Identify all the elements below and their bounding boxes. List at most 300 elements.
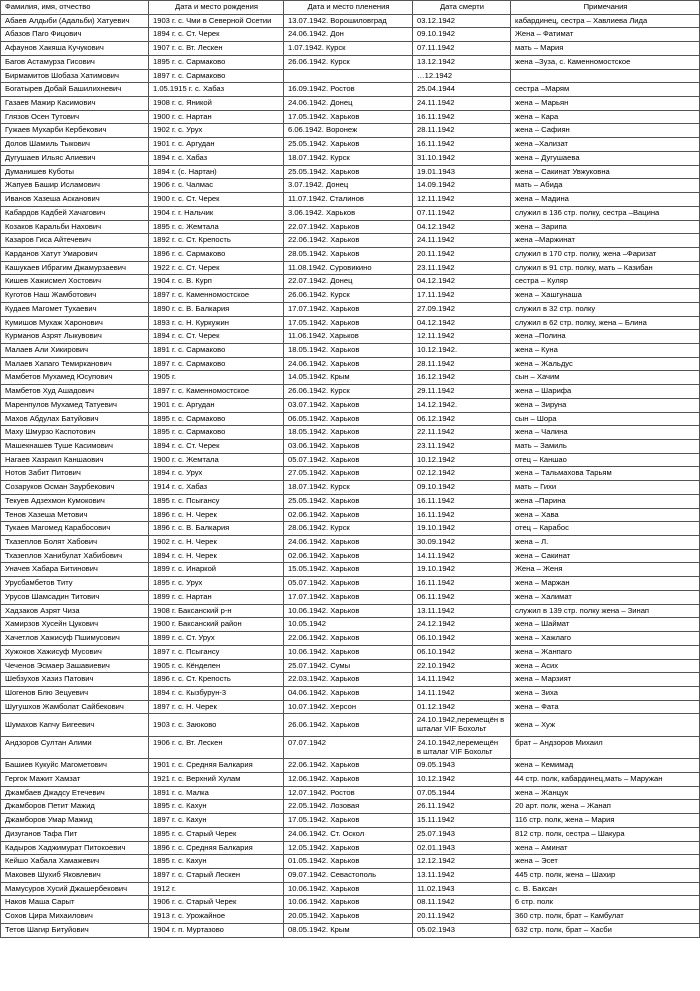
cell-birth: 1897 г. с. Каменномостское	[149, 289, 284, 303]
cell-death: 24.10.1942,перемещён в шталаг VIF Бохольт	[413, 736, 511, 758]
cell-death: 24.11.1942	[413, 97, 511, 111]
cell-notes: жена – Хажлаго	[511, 632, 700, 646]
cell-capture: 22.07.1942. Донец	[284, 275, 413, 289]
table-body	[1, 14, 700, 937]
cell-capture	[284, 69, 413, 83]
cell-name: Созаруков Осман Заурбекович	[1, 481, 149, 495]
cell-name: Думанишев Куботы	[1, 165, 149, 179]
cell-birth: 1891 г. с. Малка	[149, 786, 284, 800]
table-row	[1, 736, 700, 758]
table-row	[1, 604, 700, 618]
cell-birth: 1894 г. с. Ст. Черек	[149, 440, 284, 454]
cell-capture: 04.06.1942. Харьков	[284, 686, 413, 700]
cell-death: 22.11.1942	[413, 426, 511, 440]
cell-notes: служил в 91 стр. полку, мать – Казибан	[511, 261, 700, 275]
cell-death: 19.01.1943	[413, 165, 511, 179]
cell-birth: 1895 г. с. Кахун	[149, 800, 284, 814]
cell-birth: 1895 г. с. Кахун	[149, 855, 284, 869]
cell-death: 14.11.1942	[413, 686, 511, 700]
cell-death: 07.11.1942	[413, 206, 511, 220]
cell-death: 02.12.1942	[413, 467, 511, 481]
cell-name: Куготов Наш Жамботович	[1, 289, 149, 303]
table-row	[1, 69, 700, 83]
cell-death: 11.02.1943	[413, 882, 511, 896]
cell-notes: жена – Зиха	[511, 686, 700, 700]
cell-capture: 6.06.1942. Воронеж	[284, 124, 413, 138]
table-row	[1, 398, 700, 412]
cell-name: Кумишов Мухаж Харонович	[1, 316, 149, 330]
cell-notes: жена –Парина	[511, 494, 700, 508]
cell-name: Махов Абдулах Батуйович	[1, 412, 149, 426]
cell-birth: 1906 г. с. Чалмас	[149, 179, 284, 193]
cell-capture: 24.06.1942. Ст. Оскол	[284, 827, 413, 841]
cell-death: 13.12.1942	[413, 55, 511, 69]
table-row	[1, 55, 700, 69]
cell-capture: 11.06.1942. Харьков	[284, 330, 413, 344]
cell-name: Шумахов Капчу Бигеевич	[1, 714, 149, 736]
cell-name: Абазов Паго Фицович	[1, 28, 149, 42]
cell-birth: 1896 г. с. Сармаково	[149, 247, 284, 261]
cell-name: Тетов Шагир Битуйович	[1, 923, 149, 937]
cell-birth: 1903 г. с. Заюково	[149, 714, 284, 736]
table-row	[1, 151, 700, 165]
cell-capture: 25.05.1942. Харьков	[284, 138, 413, 152]
cell-notes: жена – Сакинат	[511, 549, 700, 563]
cell-death: 10.12.1942.	[413, 343, 511, 357]
cell-notes: мать – Замиль	[511, 440, 700, 454]
cell-notes: жена – Аминат	[511, 841, 700, 855]
table-row	[1, 759, 700, 773]
cell-capture: 15.05.1942. Харьков	[284, 563, 413, 577]
cell-birth: 1895 г. с. Жемтала	[149, 220, 284, 234]
cell-notes: жена – Шарифа	[511, 385, 700, 399]
cell-notes: жена – Хуж	[511, 714, 700, 736]
cell-notes: жена – Шаймат	[511, 618, 700, 632]
cell-notes: 116 стр. полк, жена – Мария	[511, 814, 700, 828]
cell-notes: жена – Сакинат Увжуковна	[511, 165, 700, 179]
cell-capture: 22.06.1942. Харьков	[284, 759, 413, 773]
cell-name: Маковев Шухиб Яковлевич	[1, 869, 149, 883]
cell-notes: жена – Фата	[511, 700, 700, 714]
cell-death: 06.10.1942	[413, 632, 511, 646]
cell-birth: 1.05.1915 г. с. Хабаз	[149, 83, 284, 97]
cell-notes: жена – Марзият	[511, 673, 700, 687]
cell-name: Тукаев Магомед Карабосович	[1, 522, 149, 536]
cell-death: 06.11.1942	[413, 590, 511, 604]
cell-name: Кейшо Хабала Хамажевич	[1, 855, 149, 869]
cell-notes: сестра –Марям	[511, 83, 700, 97]
cell-birth: 1903 г. с. Чми в Северной Осетии	[149, 14, 284, 28]
cell-notes: 20 арт. полк, жена – Жанап	[511, 800, 700, 814]
cell-death: 20.11.1942	[413, 247, 511, 261]
cell-name: Мамбетов Мухамед Юсупович	[1, 371, 149, 385]
cell-capture: 14.05.1942. Крым	[284, 371, 413, 385]
table-header	[1, 1, 700, 15]
cell-name: Маху Шмурзо Каспотович	[1, 426, 149, 440]
cell-death: 04.12.1942	[413, 220, 511, 234]
cell-death: 22.10.1942	[413, 659, 511, 673]
cell-name: Карданов Хатут Умарович	[1, 247, 149, 261]
cell-birth: 1922 г. с. Ст. Черек	[149, 261, 284, 275]
cell-notes: жена – Кара	[511, 110, 700, 124]
table-row	[1, 481, 700, 495]
cell-capture: 12.05.1942. Харьков	[284, 841, 413, 855]
table-row	[1, 467, 700, 481]
cell-notes: служил в 139 стр. полку жена – Зинап	[511, 604, 700, 618]
cell-death: 23.11.1942	[413, 261, 511, 275]
cell-name: Абаев Алдыби (Адальби) Хатуевич	[1, 14, 149, 28]
cell-birth: 1904 г. п. Муртазово	[149, 923, 284, 937]
cell-notes: служил в 170 стр. полку, жена –Фаризат	[511, 247, 700, 261]
column-header-birth: Дата и место рождения	[149, 1, 284, 15]
cell-name: Урусов Шамсадин Титович	[1, 590, 149, 604]
cell-birth: 1896 г. с. Н. Черек	[149, 508, 284, 522]
cell-capture: 18.05.1942. Харьков	[284, 343, 413, 357]
cell-notes: жена – Сафиян	[511, 124, 700, 138]
cell-capture: 02.06.1942. Харьков	[284, 508, 413, 522]
table-row	[1, 814, 700, 828]
table-row	[1, 412, 700, 426]
cell-birth: 1892 г. с. Ст. Крепость	[149, 234, 284, 248]
cell-capture: 24.06.1942. Харьков	[284, 536, 413, 550]
cell-capture: 28.06.1942. Курск	[284, 522, 413, 536]
cell-notes: жена – Маржан	[511, 577, 700, 591]
table-row	[1, 659, 700, 673]
cell-notes: кабардинец, сестра – Хавлиева Лида	[511, 14, 700, 28]
table-row	[1, 138, 700, 152]
cell-notes: жена –Зуза, с. Каменномостское	[511, 55, 700, 69]
cell-notes: 6 стр. полк	[511, 896, 700, 910]
cell-notes: служил в 136 стр. полку, сестра –Вацина	[511, 206, 700, 220]
cell-death: 24.12.1942	[413, 618, 511, 632]
table-row	[1, 869, 700, 883]
cell-death: 05.02.1943	[413, 923, 511, 937]
cell-capture: 1.07.1942. Курск	[284, 42, 413, 56]
cell-notes: служил в 62 стр. полку, жена – Блина	[511, 316, 700, 330]
cell-name: Нагаев Хазраил Каншаович	[1, 453, 149, 467]
cell-name: Газаев Мажир Касимович	[1, 97, 149, 111]
cell-birth: 1900 г. с. Ст. Черек	[149, 193, 284, 207]
cell-capture: 18.07.1942. Курск	[284, 481, 413, 495]
cell-death: 19.10.1942	[413, 563, 511, 577]
table-row	[1, 453, 700, 467]
cell-name: Текуев Адзехмон Кумокович	[1, 494, 149, 508]
table-row	[1, 686, 700, 700]
cell-name: Малаев Хапаго Темирканович	[1, 357, 149, 371]
cell-death: 31.10.1942	[413, 151, 511, 165]
table-row	[1, 165, 700, 179]
table-row	[1, 522, 700, 536]
cell-birth: 1913 г. с. Урожайное	[149, 910, 284, 924]
cell-name: Шебзухов Хазиз Патович	[1, 673, 149, 687]
cell-capture: 10.05.1942	[284, 618, 413, 632]
cell-notes: сын – Хачим	[511, 371, 700, 385]
cell-capture: 26.06.1942. Курск	[284, 385, 413, 399]
table-row	[1, 179, 700, 193]
cell-name: Уначев Хабара Битинович	[1, 563, 149, 577]
table-row	[1, 206, 700, 220]
cell-capture: 10.07.1942. Херсон	[284, 700, 413, 714]
table-row	[1, 289, 700, 303]
cell-notes: жена – Хава	[511, 508, 700, 522]
cell-death: 17.11.1942	[413, 289, 511, 303]
cell-birth: 1894 г. с. Хабаз	[149, 151, 284, 165]
cell-capture: 18.05.1942. Харьков	[284, 426, 413, 440]
cell-death: 28.11.1942	[413, 124, 511, 138]
cell-capture: 26.06.1942. Курск	[284, 289, 413, 303]
cell-death: 26.11.1942	[413, 800, 511, 814]
cell-capture: 10.06.1942. Харьков	[284, 604, 413, 618]
cell-death: 19.10.1942	[413, 522, 511, 536]
cell-name: Багов Астамурза Гисович	[1, 55, 149, 69]
cell-death: 06.12.1942	[413, 412, 511, 426]
cell-notes: сын – Шора	[511, 412, 700, 426]
cell-birth: 1896 г. с. Средняя Балкария	[149, 841, 284, 855]
table-row	[1, 536, 700, 550]
cell-death: 10.12.1942	[413, 772, 511, 786]
table-row	[1, 440, 700, 454]
cell-capture: 03.06.1942. Харьков	[284, 440, 413, 454]
table-row	[1, 42, 700, 56]
cell-capture: 11.07.1942. Сталинов	[284, 193, 413, 207]
cell-name: Джамбаев Джадсу Етечевич	[1, 786, 149, 800]
cell-birth: 1894 г. с. Ст. Черек	[149, 330, 284, 344]
cell-notes: мать – Мария	[511, 42, 700, 56]
table-row	[1, 247, 700, 261]
cell-capture: 17.05.1942. Харьков	[284, 814, 413, 828]
cell-name: Курманов Азрят Лыкувович	[1, 330, 149, 344]
cell-death: 13.11.1942	[413, 604, 511, 618]
cell-name: Хадзаков Азрят Чиза	[1, 604, 149, 618]
cell-capture: 06.05.1942. Харьков	[284, 412, 413, 426]
table-row	[1, 645, 700, 659]
cell-capture: 20.05.1942. Харьков	[284, 910, 413, 924]
cell-capture: 22.06.1942. Харьков	[284, 632, 413, 646]
cell-birth: 1897 г. с. Сармаково	[149, 69, 284, 83]
cell-death: 06.10.1942	[413, 645, 511, 659]
cell-capture: 03.07.1942. Харьков	[284, 398, 413, 412]
cell-notes: 360 стр. полк, брат – Камбулат	[511, 910, 700, 924]
cell-notes: жена – Марьян	[511, 97, 700, 111]
cell-notes: брат – Андзоров Михаил	[511, 736, 700, 758]
cell-birth: 1893 г. с. Н. Куркужин	[149, 316, 284, 330]
cell-death: 12.12.1942	[413, 855, 511, 869]
table-row	[1, 494, 700, 508]
cell-capture: 07.07.1942	[284, 736, 413, 758]
cell-capture: 24.06.1942. Харьков	[284, 357, 413, 371]
cell-capture: 22.07.1942. Харьков	[284, 220, 413, 234]
table-row	[1, 772, 700, 786]
cell-notes: жена – Тальмахова Тарьям	[511, 467, 700, 481]
cell-capture: 05.07.1942. Харьков	[284, 577, 413, 591]
cell-notes: жена – Л.	[511, 536, 700, 550]
cell-notes: жена – Зируна	[511, 398, 700, 412]
cell-death: 16.11.1942	[413, 110, 511, 124]
table-row	[1, 577, 700, 591]
cell-name: Кишев Хажисмел Хостович	[1, 275, 149, 289]
cell-capture: 25.05.1942. Харьков	[284, 165, 413, 179]
cell-birth: 1906 г. с. Вт. Лескен	[149, 736, 284, 758]
cell-death: 30.09.1942	[413, 536, 511, 550]
cell-notes: отец – Каншао	[511, 453, 700, 467]
cell-name: Мамусуров Хусий Джашербекович	[1, 882, 149, 896]
table-row	[1, 632, 700, 646]
cell-notes: жена – Кемимад	[511, 759, 700, 773]
cell-name: Глязов Осен Тутович	[1, 110, 149, 124]
cell-name: Дугушаев Ильяс Алиевич	[1, 151, 149, 165]
cell-death: 29.11.1942	[413, 385, 511, 399]
cell-birth: 1901 г. с. Аргудан	[149, 398, 284, 412]
cell-notes: жена – Жальдус	[511, 357, 700, 371]
cell-capture: 3.07.1942. Донец	[284, 179, 413, 193]
cell-capture: 12.06.1942. Харьков	[284, 772, 413, 786]
cell-birth: 1899 г. с. Инаркой	[149, 563, 284, 577]
cell-notes: жена – Асих	[511, 659, 700, 673]
cell-name: Машекнашев Туше Касимович	[1, 440, 149, 454]
cell-birth: 1897 г. с. Н. Черек	[149, 700, 284, 714]
cell-death: 27.09.1942	[413, 302, 511, 316]
cell-birth: 1897 г. с. Кахун	[149, 814, 284, 828]
cell-notes: жена – Жанпаго	[511, 645, 700, 659]
table-row	[1, 855, 700, 869]
cell-death: 16.11.1942	[413, 138, 511, 152]
cell-notes: жена – Дугушаева	[511, 151, 700, 165]
cell-capture: 22.06.1942. Харьков	[284, 234, 413, 248]
column-header-death: Дата смерти	[413, 1, 511, 15]
cell-birth: 1905 г.	[149, 371, 284, 385]
table-row	[1, 316, 700, 330]
cell-notes	[511, 69, 700, 83]
cell-death: 10.12.1942	[413, 453, 511, 467]
table-row	[1, 124, 700, 138]
cell-birth: 1901 г. с. Средняя Балкария	[149, 759, 284, 773]
cell-birth: 1899 г. с. Нартан	[149, 590, 284, 604]
cell-death: 24.10.1942,перемещён в шталаг VIF Бохольт	[413, 714, 511, 736]
table-row	[1, 673, 700, 687]
cell-death: 09.10.1942	[413, 481, 511, 495]
cell-death: 09.10.1942	[413, 28, 511, 42]
cell-death: 03.12.1942	[413, 14, 511, 28]
table-row	[1, 385, 700, 399]
cell-birth: 1905 г. с. Кёнделен	[149, 659, 284, 673]
table-row	[1, 261, 700, 275]
cell-capture: 17.07.1942. Харьков	[284, 590, 413, 604]
cell-death: …12.1942	[413, 69, 511, 83]
cell-death: 16.11.1942	[413, 508, 511, 522]
table-row	[1, 371, 700, 385]
table-row	[1, 275, 700, 289]
cell-capture: 22.05.1942. Лозовая	[284, 800, 413, 814]
cell-birth: 1896 г. с. В. Балкария	[149, 522, 284, 536]
cell-name: Мамбетов Худ Ашадович	[1, 385, 149, 399]
cell-name: Богатырев Добай Башилихневич	[1, 83, 149, 97]
cell-birth: 1895 г. с. Сармаково	[149, 55, 284, 69]
cell-death: 08.11.1942	[413, 896, 511, 910]
cell-name: Долов Шамиль Тыкович	[1, 138, 149, 152]
cell-death: 14.09.1942	[413, 179, 511, 193]
table-row	[1, 110, 700, 124]
table-row	[1, 882, 700, 896]
cell-capture: 25.05.1942. Харьков	[284, 494, 413, 508]
table-row	[1, 97, 700, 111]
cell-name: Хужоков Хажисуф Мусович	[1, 645, 149, 659]
table-row	[1, 590, 700, 604]
cell-birth: 1895 г. с. Урух	[149, 577, 284, 591]
cell-notes: 812 стр. полк, сестра – Шакура	[511, 827, 700, 841]
table-row	[1, 714, 700, 736]
cell-birth: 1901 г. с. Аргудан	[149, 138, 284, 152]
cell-name: Кадыров Хаджимурат Питокоевич	[1, 841, 149, 855]
cell-death: 14.11.1942	[413, 549, 511, 563]
table-row	[1, 330, 700, 344]
cell-name: Тхазеплов Болят Хабович	[1, 536, 149, 550]
cell-birth: 1895 г. с. Псыгансу	[149, 494, 284, 508]
cell-capture: 10.06.1942. Харьков	[284, 896, 413, 910]
cell-capture: 22.03.1942. Харьков	[284, 673, 413, 687]
cell-name: Кашукаев Ибрагим Джамурзаевич	[1, 261, 149, 275]
cell-death: 16.11.1942	[413, 577, 511, 591]
cell-birth: 1894 г. с. Ст. Черек	[149, 28, 284, 42]
table-row	[1, 220, 700, 234]
cell-birth: 1895 г. с. Сармаково	[149, 426, 284, 440]
cell-capture: 17.05.1942. Харьков	[284, 110, 413, 124]
cell-birth: 1899 г. с. Ст. Урух	[149, 632, 284, 646]
cell-birth: 1900 г. с. Жемтала	[149, 453, 284, 467]
cell-birth: 1890 г. с. В. Балкария	[149, 302, 284, 316]
cell-birth: 1896 г. с. Ст. Крепость	[149, 673, 284, 687]
cell-capture: 09.07.1942. Севастополь	[284, 869, 413, 883]
cell-notes: жена – Халимат	[511, 590, 700, 604]
cell-notes: жена –Полина	[511, 330, 700, 344]
cell-birth: 1897 г. с. Старый Лескен	[149, 869, 284, 883]
table-row	[1, 896, 700, 910]
cell-notes: сестра – Куляр	[511, 275, 700, 289]
cell-notes: мать – Абида	[511, 179, 700, 193]
cell-notes: жена – Куна	[511, 343, 700, 357]
table-header-row	[1, 1, 700, 15]
cell-name: Тхазеплов Ханибулат Хабибович	[1, 549, 149, 563]
table-row	[1, 302, 700, 316]
cell-birth: 1895 г. с. Старый Черек	[149, 827, 284, 841]
cell-capture: 24.06.1942. Дон	[284, 28, 413, 42]
cell-death: 25.07.1943	[413, 827, 511, 841]
cell-name: Сохов Цира Михаилович	[1, 910, 149, 924]
cell-birth: 1894 г. (с. Нартан)	[149, 165, 284, 179]
cell-death: 07.11.1942	[413, 42, 511, 56]
table-row	[1, 508, 700, 522]
cell-notes: отец – Карабос	[511, 522, 700, 536]
cell-name: Хамирзов Хусейн Цукович	[1, 618, 149, 632]
cell-capture: 25.07.1942. Сумы	[284, 659, 413, 673]
cell-death: 28.11.1942	[413, 357, 511, 371]
cell-birth: 1894 г. с. Урух	[149, 467, 284, 481]
cell-death: 23.11.1942	[413, 440, 511, 454]
cell-notes: служил в 32 стр. полку	[511, 302, 700, 316]
table-row	[1, 700, 700, 714]
cell-death: 13.11.1942	[413, 869, 511, 883]
cell-notes: жена – Зарипа	[511, 220, 700, 234]
cell-notes: мать – Гихи	[511, 481, 700, 495]
cell-birth: 1904 г. с. В. Курп	[149, 275, 284, 289]
cell-death: 12.11.1942	[413, 330, 511, 344]
cell-death: 02.01.1943	[413, 841, 511, 855]
cell-capture: 12.07.1942. Ростов	[284, 786, 413, 800]
table-row	[1, 426, 700, 440]
table-row	[1, 618, 700, 632]
cell-notes: жена – Чалина	[511, 426, 700, 440]
cell-birth: 1900 г. с. Нартан	[149, 110, 284, 124]
cell-capture: 18.07.1942. Курск	[284, 151, 413, 165]
